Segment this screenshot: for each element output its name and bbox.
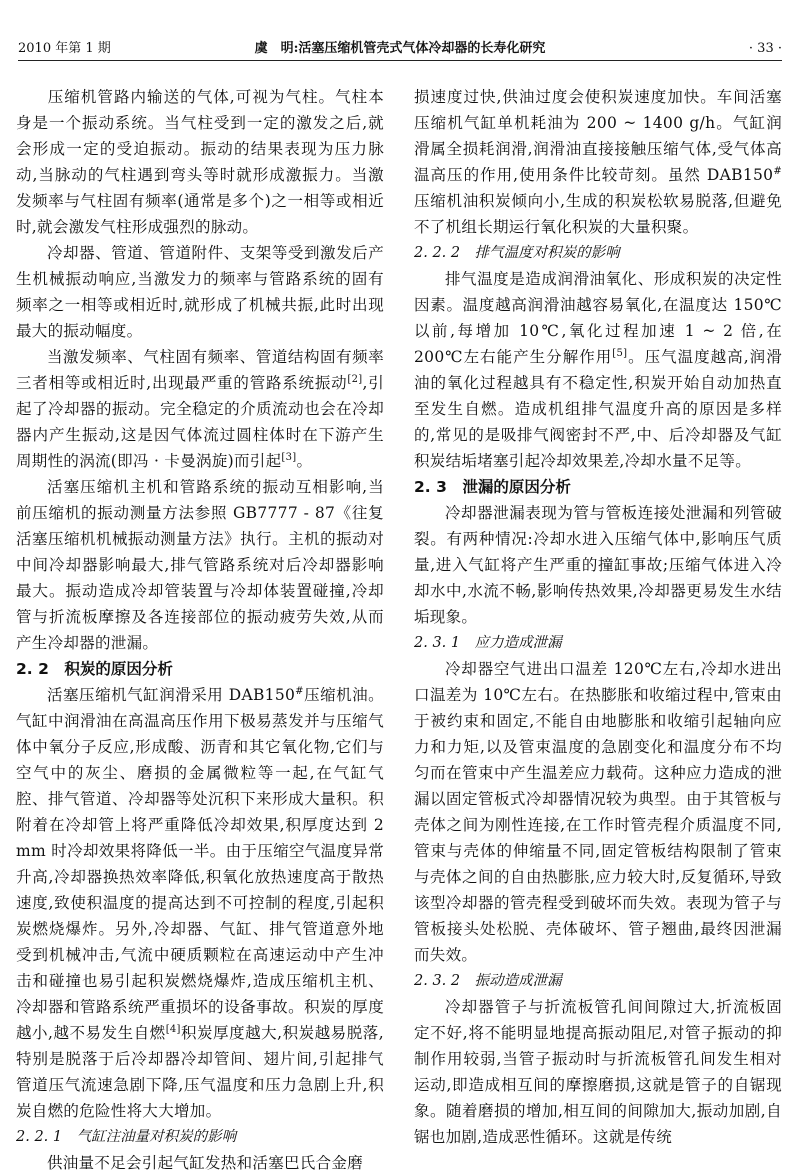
paragraph: 冷却器泄漏表现为管与管板连接处泄漏和列管破裂。有两种情况:冷却水进入压缩气体中,影响压气质量,进入气缸将产生严重的撞缸事故;压缩气体进入冷却水中,水流不畅,影响传热效果,冷却器更易发生水结垢现象。 (414, 504, 782, 626)
paragraph: 供油量不足会引起气缸发热和活塞巴氏合金磨 (47, 1154, 364, 1172)
paragraph: 压缩机管路内输送的气体,可视为气柱。气柱本身是一个振动系统。当气柱受到一定的激发之后,就会形成一定的受迫振动。振动的结果表现为压力脉动,当脉动的气柱遇到弯头等时就形成激振力。当激发频率与气柱固有频率(通常是多个)之一相等或相近时,就会激发气柱形成强烈的脉动。 (16, 88, 384, 236)
paragraph: 排气温度是造成润滑油氧化、形成积炭的决定性因素。温度越高润滑油越容易氧化,在温度达 150℃以前,每增加 10℃,氧化过程加速 1 ~ 2 倍,在 200℃左右能产生分解作用[5]。压气温度越高,润滑油的氧化过程越具有不稳定性,积炭开始自动加热直至发生自燃。造成机组排气温度升高的原因是多样的,常见的是吸排气阀密封不严,中、后冷却器及气缸积炭结垢堵塞引起冷却效果差,冷却水量不足等。 (414, 270, 782, 470)
subsection-heading: 2. 3. 2 振动造成泄漏 (414, 973, 562, 989)
subsection-heading: 2. 2. 2 排气温度对积炭的影响 (414, 245, 620, 261)
right-column (414, 84, 782, 1150)
citation: [2] (347, 374, 363, 385)
page-number: · 33 · (748, 41, 782, 56)
paragraph: 冷却器、管道、管道附件、支架等受到激发后产生机械振动响应,当激发力的频率与管路系统的固有频率之一相等或相近时,就形成了机械共振,此时出现最大的振动幅度。 (16, 244, 384, 340)
paragraph: 活塞压缩机主机和管路系统的振动互相影响,当前压缩机的振动测量方法参照 GB7777 - 87《往复活塞压缩机机械振动测量方法》执行。主机的振动对中间冷却器影响最大,排气管路系统对后冷却器影响最大。振动造成冷却管装置与冷却体装置碰撞,冷却管与折流板摩擦及各连接部位的振动疲劳失效,从而产生冷却器的泄漏。 (16, 478, 384, 652)
citation: [5] (612, 348, 628, 359)
journal-issue: 2010 年第 1 期 (18, 41, 111, 56)
subsection-heading: 2. 2. 1 气缸注油量对积炭的影响 (16, 1129, 237, 1145)
subsection-heading: 2. 3. 1 应力造成泄漏 (414, 635, 562, 651)
citation: [3] (281, 452, 297, 463)
left-column (16, 84, 384, 1176)
paragraph: 冷却器空气进出口温差 120℃左右,冷却水进出口温差为 10℃左右。在热膨胀和收缩过程中,管束由于被约束和固定,不能自由地膨胀和收缩引起轴向应力和力矩,以及管束温度的急剧变化和温度分布不均匀而在管束中产生温差应力载荷。这种应力造成的泄漏以固定管板式冷却器情况较为典型。由于其管板与壳体之间为刚性连接,在工作时管壳程介质温度不同,管束与壳体的伸缩量不同,固定管板结构限制了管束与壳体之间的自由热膨胀,应力较大时,反复循环,导致该型冷却器的管壳程受到破坏而失效。表现为管子与管板接头处松脱、壳体破坏、管子翘曲,最终因泄漏而失效。 (414, 660, 782, 964)
citation: [4] (165, 1024, 181, 1035)
paragraph: 冷却器管子与折流板管孔间间隙过大,折流板固定不好,将不能明显地提高振动阻尼,对管子振动的抑制作用较弱,当管子振动时与折流板管孔间发生相对运动,即造成相互间的摩擦磨损,这就是管子的自锯现象。随着磨损的增加,相互间的间隙加大,振动加剧,自锯也加剧,造成恶性循环。这就是传统 (414, 998, 782, 1146)
paragraph: 当激发频率、气柱固有频率、管道结构固有频率三者相等或相近时,出现最严重的管路系统振动[2],引起了冷却器的振动。完全稳定的介质流动也会在冷却器内产生振动,这是因气体流过圆柱体时在下游产生周期性的涡流(即冯 · 卡曼涡旋)而引起[3]。 (16, 348, 384, 470)
running-header (18, 38, 782, 61)
section-heading: 2. 3 泄漏的原因分析 (414, 478, 571, 496)
paragraph: 活塞压缩机气缸润滑采用 DAB150#压缩机油。气缸中润滑油在高温高压作用下极易蒸发并与压缩气体中氧分子反应,形成酸、沥青和其它氧化物,它们与空气中的灰尘、磨损的金属微粒等一起,在气缸气腔、排气管道、冷却器等处沉积下来形成大量积。积附着在冷却管上将严重降低冷却效果,积厚度达到 2 mm 时冷却效果将降低一半。由于压缩空气温度异常升高,冷却器换热效率降低,积氧化放热速度高于散热速度,致使积温度的提高达到不可控制的程度,引起积炭燃烧爆炸。另外,冷却器、气缸、排气管道意外地受到机械冲击,气流中硬质颗粒在高速运动中产生冲击和碰撞也易引起积炭燃烧爆炸,造成压缩机主机、冷却器和管路系统严重损坏的设备事故。积炭的厚度越小,越不易发生自燃[4]积炭厚度越大,积炭越易脱落,特别是脱落于后冷却器冷却管间、翅片间,引起排气管道压气流速急剧下降,压气温度和压力急剧上升,积炭自燃的危险性将大大增加。 (16, 686, 384, 1120)
running-title: 虞 明:活塞压缩机管壳式气体冷却器的长寿化研究 (254, 41, 546, 56)
paragraph: 损速度过快,供油过度会使积炭速度加快。车间活塞压缩机气缸单机耗油为 200 ~ 1400 g/h。气缸润滑属全损耗润滑,润滑油直接接触压缩气体,受气体高温高压的作用,使用条件比较苛刻。虽然 DAB150#压缩机油积炭倾向小,生成的积炭松软易脱落,但避免不了机组长期运行氧化积炭的大量积聚。 (414, 88, 782, 236)
section-heading: 2. 2 积炭的原因分析 (16, 660, 173, 678)
